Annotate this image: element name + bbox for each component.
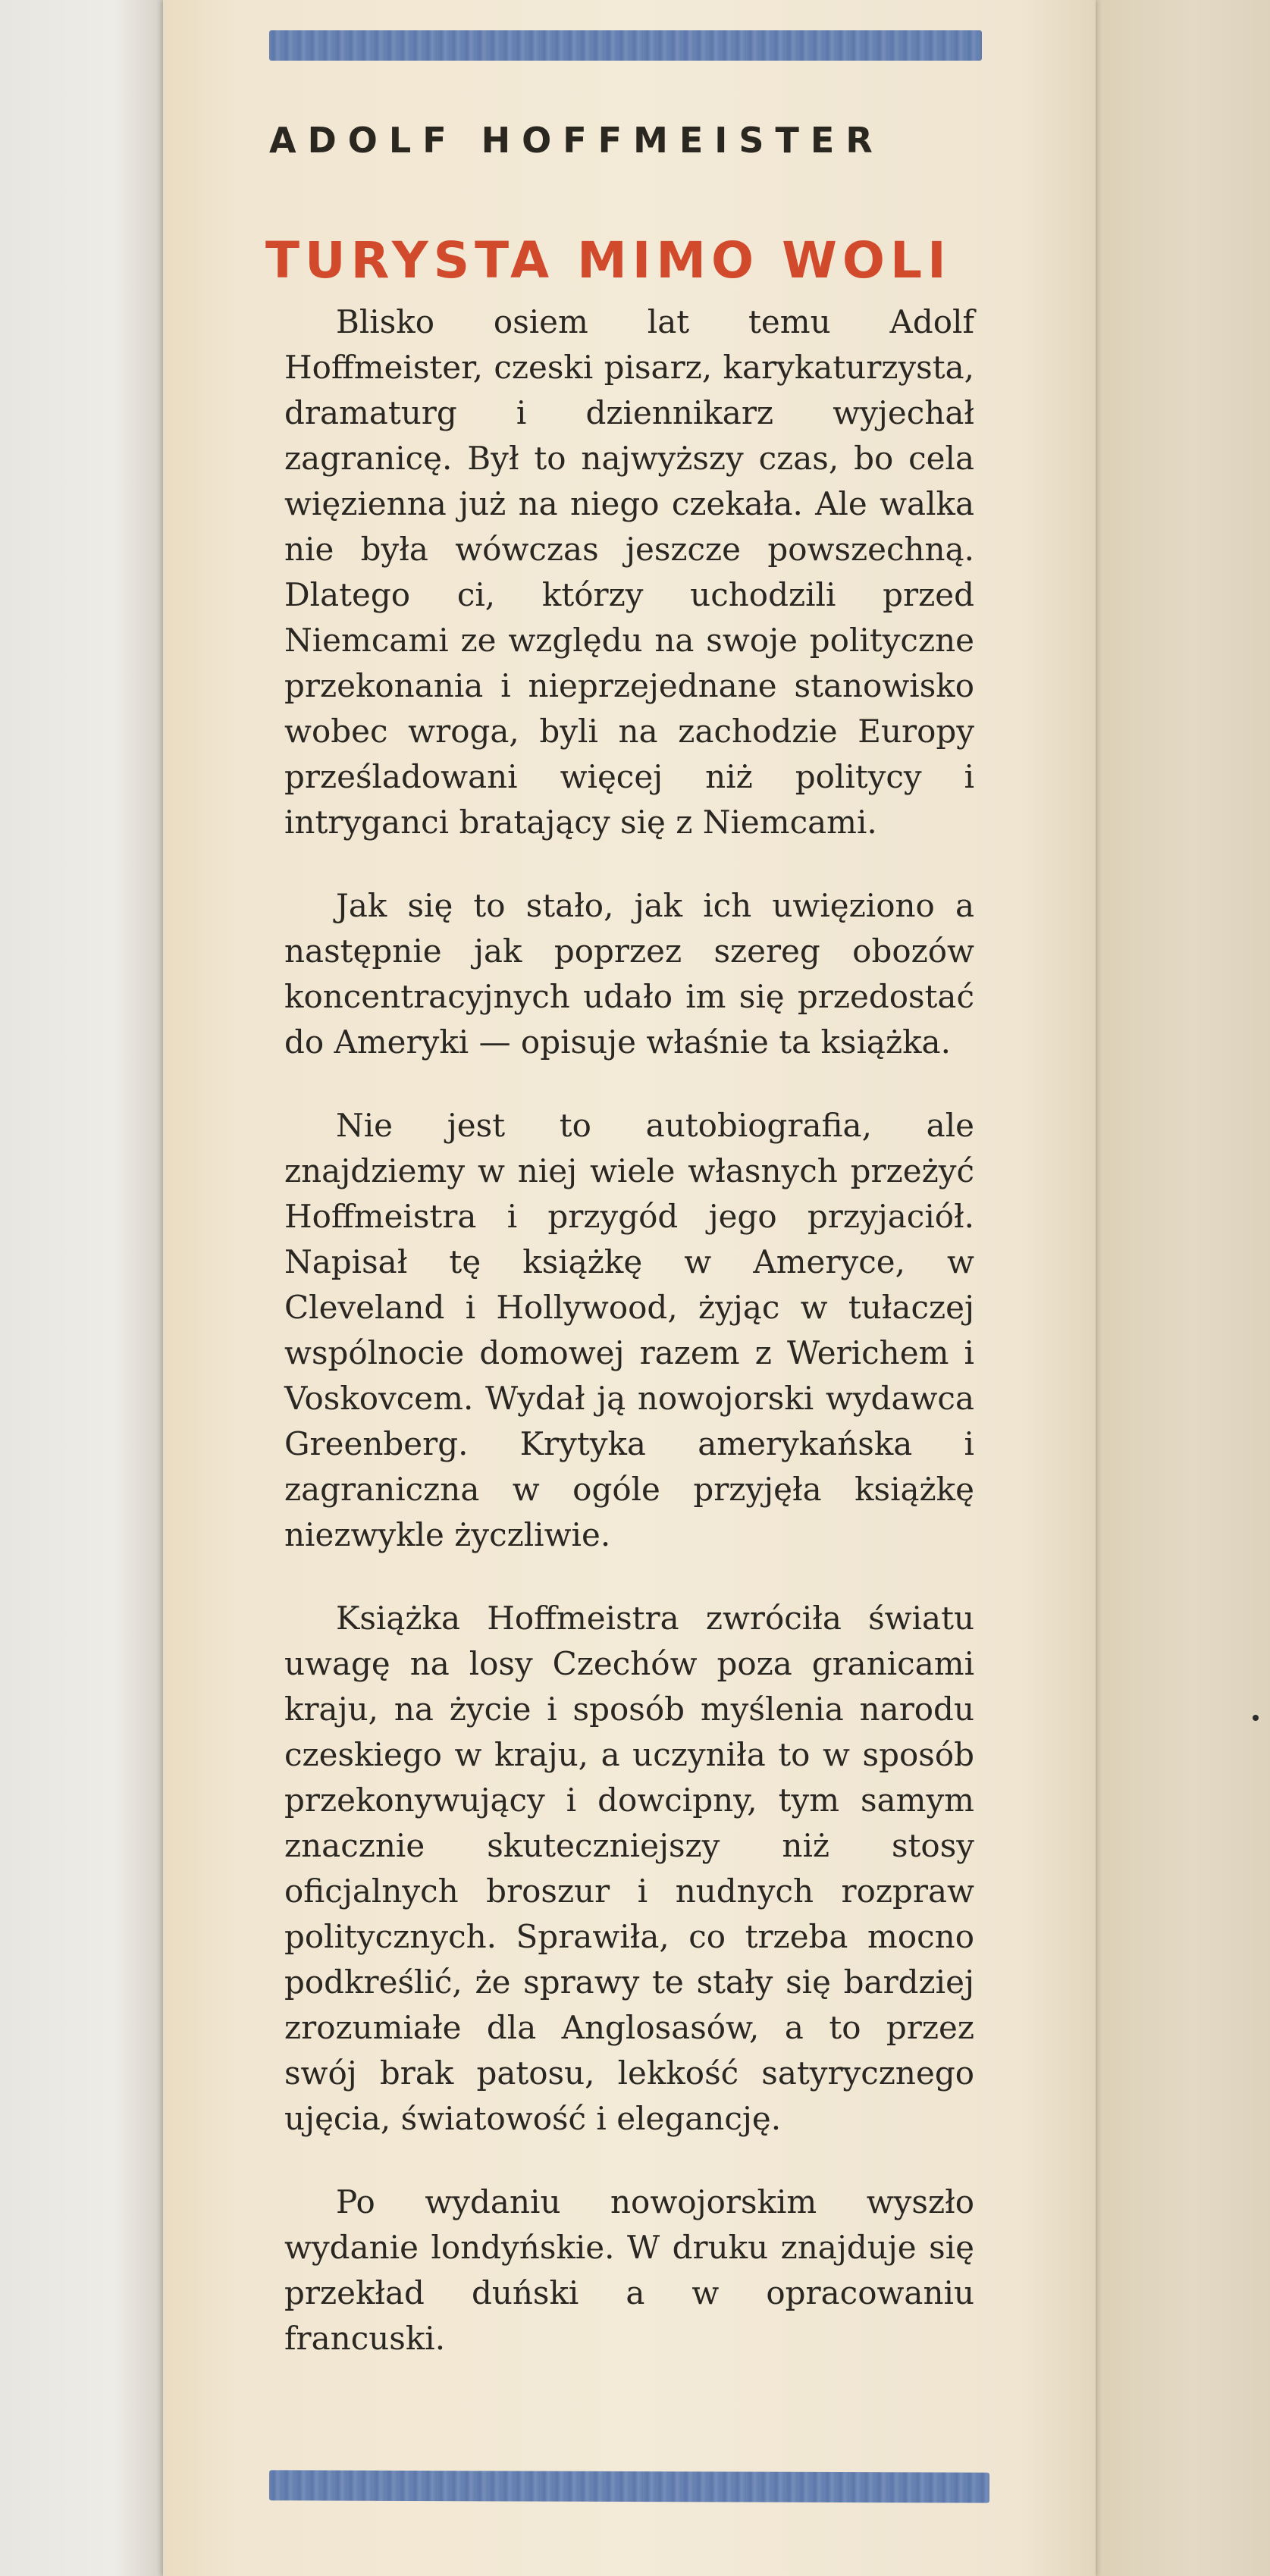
book-flap <box>163 0 1096 2576</box>
paragraph-2: Jak się to stało, jak ich uwięziono a następnie jak poprzez szereg obozów koncentracyjnych udało im się przedostać do Ameryki — opisuje właśnie ta książka. <box>284 887 974 1061</box>
paper-speck <box>1253 1715 1259 1721</box>
paragraph-3: Nie jest to autobiografia, ale znajdziemy w niej wiele własnych przeżyć Hoffmeistra i przygód jego przyjaciół. Napisał tę książkę w Ameryce, w Cleveland i Hollywood, żyjąc w tułaczej wspólnocie domowej razem z Werichem i Voskovcem. Wydał ją nowojorski wydawca Greenberg. Krytyka amerykańska i zagraniczna w ogóle przyjęła książkę niezwykle życzliwie. <box>284 1107 974 1553</box>
blue-stripe-bottom <box>269 2470 989 2502</box>
background-right <box>1080 0 1270 2576</box>
book-title: TURYSTA MIMO WOLI <box>265 231 952 290</box>
author-name: ADOLF HOFFMEISTER <box>269 120 884 161</box>
description-text <box>284 299 974 2399</box>
background-left <box>0 0 163 2576</box>
paragraph-5: Po wydaniu nowojorskim wyszło wydanie londyńskie. W druku znajduje się przekład duński a w opracowaniu francuski. <box>284 2183 974 2357</box>
blue-stripe-top <box>269 30 982 61</box>
paragraph-4: Książka Hoffmeistra zwróciła światu uwagę na losy Czechów poza granicami kraju, na życie i sposób myślenia narodu czeskiego w kraju, a uczyniła to w sposób przekonywujący i dowcipny, tym samym znacznie skuteczniejszy niż stosy oficjalnych broszur i nudnych rozpraw politycznych. Sprawiła, co trzeba mocno podkreślić, że sprawy te stały się bardziej zrozumiałe dla Anglosasów, a to przez swój brak patosu, lekkość satyrycznego ujęcia, światowość i elegancję. <box>284 1600 974 2137</box>
paragraph-1: Blisko osiem lat temu Adolf Hoffmeister, czeski pisarz, karykaturzysta, dramaturg i dziennikarz wyjechał zagranicę. Był to najwyższy czas, bo cela więzienna już na niego czekała. Ale walka nie była wówczas jeszcze powszechną. Dlatego ci, którzy uchodzili przed Niemcami ze względu na swoje polityczne przekonania i nieprzejednane stanowisko wobec wroga, byli na zachodzie Europy prześladowani więcej niż politycy i intryganci bratający się z Niemcami. <box>284 303 974 841</box>
